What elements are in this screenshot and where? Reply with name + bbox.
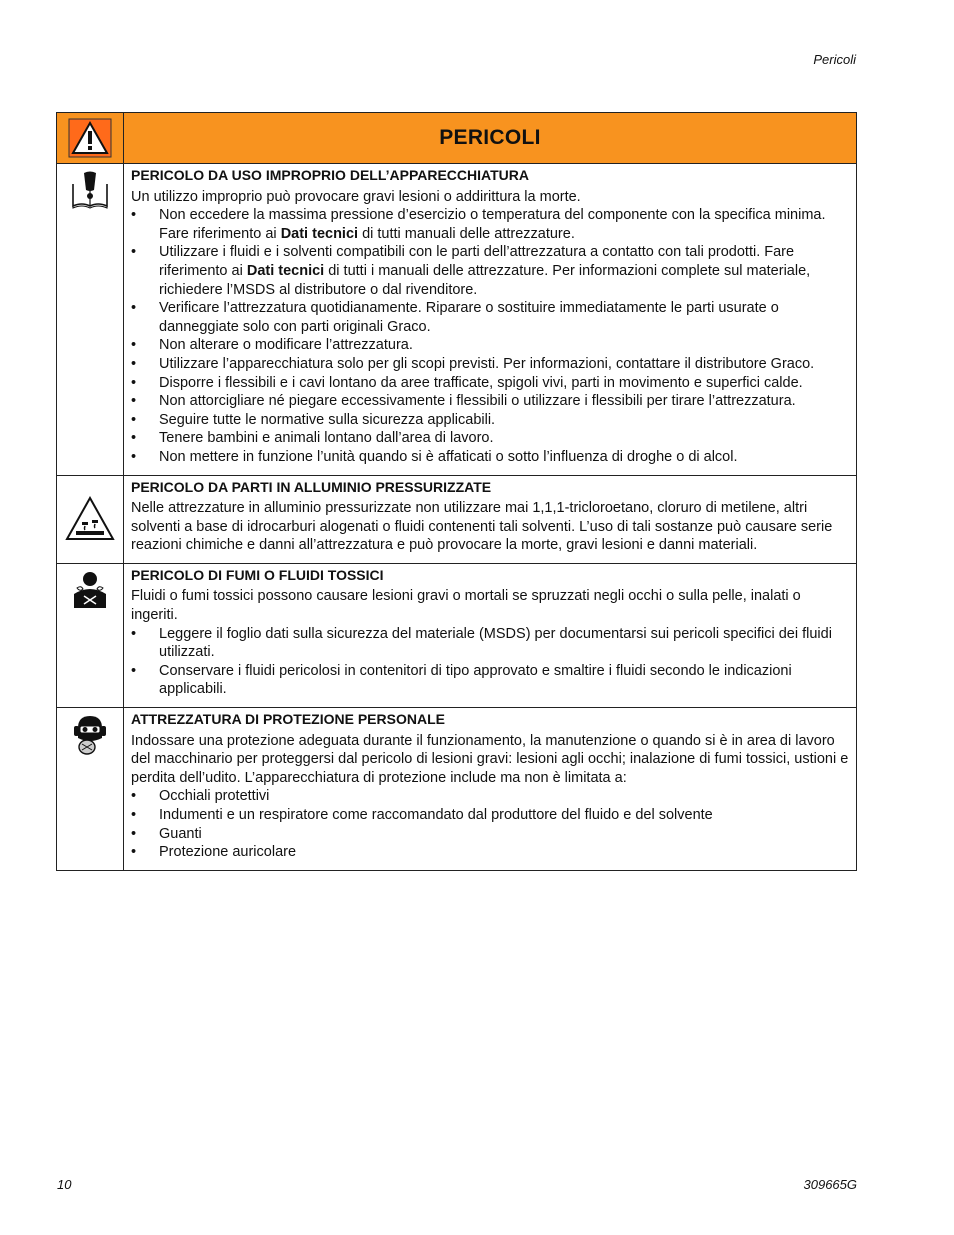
list-item: • Utilizzare i fluidi e i solventi compatibili con le parti dell’attrezzatura a contatto con tali prodotti. Fare riferimento ai Dati tecnici di tutti i manuali delle attrezzature. Per informazioni complete sul materiale, richiedere l’MSDS al distributore o dal rivenditore. <box>131 244 811 298</box>
list-item: • Protezione auricolare <box>131 844 297 861</box>
list-item: • Tenere bambini e animali lontano dall’area di lavoro. <box>131 430 494 447</box>
list-item: • Non attorcigliare né piegare eccessivamente i flessibili o utilizzare i flessibili per tirare l’attrezzatura. <box>131 393 796 410</box>
list-item: • Conservare i fluidi pericolosi in contenitori di tipo approvato e smaltire i fluidi secondo le indicazioni applicabili. <box>131 662 792 698</box>
hazard-section-misuse <box>57 164 857 476</box>
section-heading: PERICOLO DI FUMI O FLUIDI TOSSICI <box>131 566 384 583</box>
list-item: • Non eccedere la massima pressione d’esercizio o temperatura del componente con la specifica minima. Fare riferimento ai Dati tecnici di tutti manuali delle attrezzature. <box>131 207 826 242</box>
section-intro: Nelle attrezzature in alluminio pressurizzate non utilizzare mai 1,1,1-tricloroetano, cloruro di metilene, altri solventi a base di idrocarburi alogenati o fluidi contenenti tali solventi. L’uso di tali sostanze può causare serie reazioni chimiche e danni all’attrezzatura e può provocare la morte, gravi lesioni e danni materiali. <box>131 500 833 554</box>
section-heading: ATTREZZATURA DI PROTEZIONE PERSONALE <box>131 711 445 728</box>
bullet-list <box>131 206 850 466</box>
section-heading: PERICOLO DA PARTI IN ALLUMINIO PRESSURIZZATE <box>131 478 492 495</box>
list-item: • Non alterare o modificare l’attrezzatura. <box>131 337 413 354</box>
hazard-table <box>56 112 857 871</box>
list-item: • Non mettere in funzione l’unità quando si è affaticati o sotto l’influenza di droghe o di alcol. <box>131 448 738 465</box>
hazard-section-ppe <box>57 708 857 871</box>
section-intro: Indossare una protezione adeguata durante il funzionamento, la manutenzione o quando si è in area di lavoro del macchinario per proteggersi dal pericolo di lesioni gravi: lesioni agli occhi; inalazione di fumi tossici, ustioni e perdita dell’udito. L’apparecchiatura di protezione include ma non è limitata a: <box>131 732 849 786</box>
list-item: • Indumenti e un respiratore come raccomandato dal produttore del fluido e del solvente <box>131 807 713 823</box>
list-item: • Utilizzare l’apparecchiatura solo per gli scopi previsti. Per informazioni, contattare il distributore Graco. <box>131 355 815 372</box>
corrosion-warning-icon <box>57 496 123 542</box>
section-intro: Un utilizzo improprio può provocare gravi lesioni o addirittura la morte. <box>131 188 581 205</box>
manual-warning-icon <box>57 170 123 210</box>
list-item: • Leggere il foglio dati sulla sicurezza del materiale (MSDS) per documentarsi sui pericoli specifici dei fluidi utilizzati. <box>131 625 832 661</box>
hazard-table-title: PERICOLI <box>124 113 857 164</box>
list-item: • Occhiali protettivi <box>131 788 270 805</box>
warning-triangle-icon <box>57 118 123 158</box>
running-header: Pericoli <box>813 52 856 67</box>
page-number: 10 <box>57 1177 72 1192</box>
hazard-section-aluminum <box>57 475 857 563</box>
section-heading: PERICOLO DA USO IMPROPRIO DELL’APPARECCHIATURA <box>131 167 529 183</box>
list-item: • Seguire tutte le normative sulla sicurezza applicabili. <box>131 411 496 428</box>
list-item: • Verificare l’attrezzatura quotidianamente. Riparare o sostituire immediatamente le parti usurate o danneggiate solo con parti originali Graco. <box>131 300 779 335</box>
title-icon-cell <box>57 113 124 164</box>
list-item: • Guanti <box>131 825 202 842</box>
list-item: • Disporre i flessibili e i cavi lontano da aree trafficate, spigoli vivi, parti in movimento e superfici calde. <box>131 374 803 391</box>
bullet-list <box>131 787 850 861</box>
toxic-fumes-icon <box>57 570 123 610</box>
bullet-list <box>131 625 850 699</box>
protective-equipment-icon <box>57 714 123 756</box>
hazard-section-toxic <box>57 563 857 707</box>
hazard-title-row <box>57 113 857 164</box>
document-code: 309665G <box>803 1177 857 1192</box>
section-intro: Fluidi o fumi tossici possono causare lesioni gravi o mortali se spruzzati negli occhi o sulla pelle, inalati o ingeriti. <box>131 588 801 624</box>
